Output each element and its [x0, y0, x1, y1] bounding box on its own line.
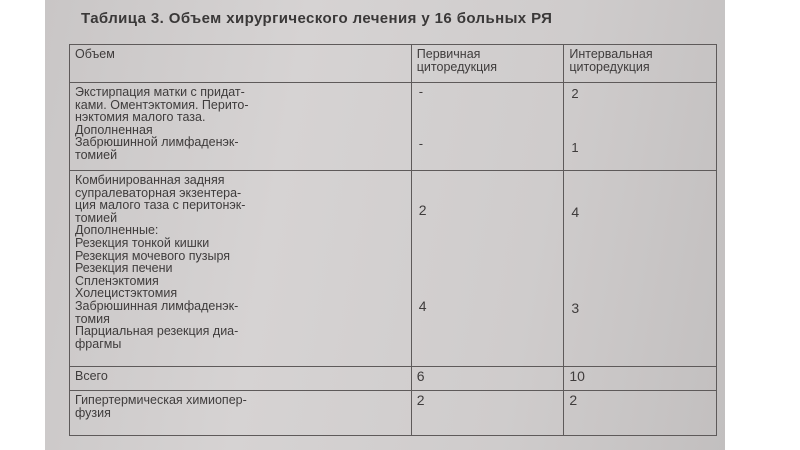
table-row: [70, 391, 717, 436]
row-1-interval: 2 1: [564, 83, 717, 171]
document-photo: [45, 0, 725, 450]
row-2-interval: 4 3: [564, 171, 717, 367]
row-total-label: Всего: [70, 367, 412, 391]
header-interval-cytoreduction: Интервальная циторедукция: [564, 45, 717, 83]
row-2-primary: 2 4: [411, 171, 564, 367]
row-hipec-primary: 2: [411, 391, 564, 436]
table-row: [70, 367, 717, 391]
table-header-row: [70, 45, 717, 83]
table-row: [70, 83, 717, 171]
header-primary-cytoreduction: Первичная циторедукция: [411, 45, 564, 83]
table-caption: Таблица 3. Объем хирургического лечения у 16 больных РЯ: [81, 10, 553, 27]
row-1-primary: - -: [411, 83, 564, 171]
surgery-volume-table: [69, 44, 717, 436]
header-volume: Объем: [70, 45, 412, 83]
row-2-volume: Комбинированная задняя супралеваторная экзентера- ция малого таза с перитонэк- томией Дополненные: Резекция тонкой кишки Резекция мочевого пузыря Резекция печени Спленэктомия Холецистэктомия Забрюшинная лимфаденэк- томия Парциальная резекция диа- фрагмы: [70, 171, 412, 367]
row-1-volume: Экстирпация матки с придат- ками. Оментэктомия. Перито- нэктомия малого таза. Дополненная Забрюшинной лимфаденэк- томией: [70, 83, 412, 171]
row-total-interval: 10: [564, 367, 717, 391]
row-hipec-interval: 2: [564, 391, 717, 436]
table-row: [70, 171, 717, 367]
row-hipec-volume: Гипертермическая химиопер- фузия: [70, 391, 412, 436]
row-total-primary: 6: [411, 367, 564, 391]
